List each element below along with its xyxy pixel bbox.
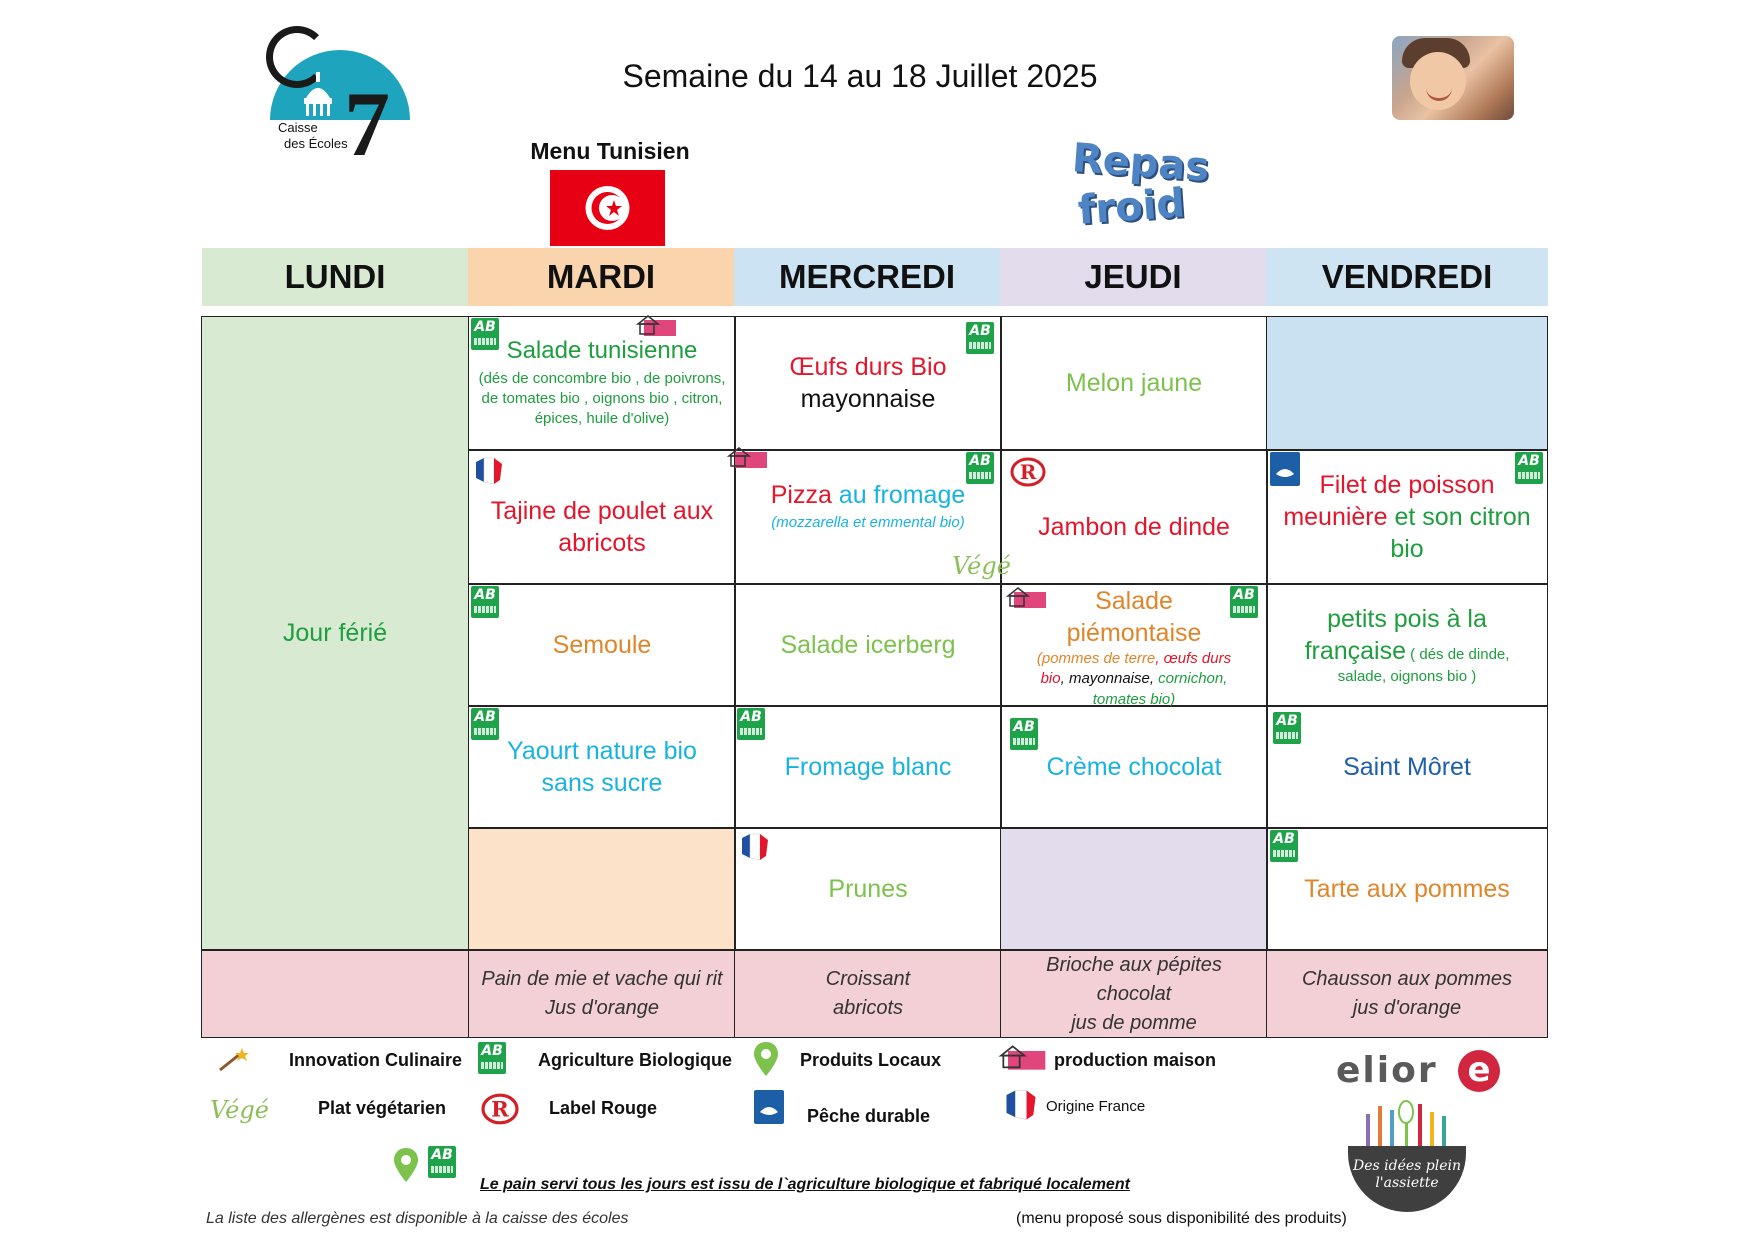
mercredi-plat-part2: au fromage bbox=[831, 480, 966, 509]
legend-origine: Origine France bbox=[1046, 1098, 1146, 1115]
gouter-jeudi-line3: jus de pomme bbox=[1071, 1011, 1197, 1034]
legend-bio: Agriculture Biologique bbox=[538, 1050, 733, 1070]
gouter-lundi-cell bbox=[201, 950, 469, 1038]
repas-froid-banner bbox=[1062, 135, 1212, 236]
child-photo bbox=[1392, 36, 1514, 120]
gouter-mercredi-line2: abricots bbox=[832, 997, 904, 1019]
mardi-laitage-line1: Yaourt nature bio bbox=[507, 737, 697, 765]
allergen-note: La liste des allergènes est disponible à la caisse des écoles bbox=[206, 1210, 629, 1227]
idees-line1: Des idées plein bbox=[1352, 1158, 1461, 1174]
jeudi-laitage-cell bbox=[1000, 706, 1268, 828]
vendredi-accompagnement-francaise: française bbox=[1304, 636, 1407, 665]
vendredi-accompagnement-line2 bbox=[1305, 635, 1510, 667]
caisse-des-ecoles-logo bbox=[258, 20, 413, 175]
jeudi-laitage: Crème chocolat bbox=[1046, 753, 1222, 781]
jeudi-details-pommes: (pommes de terre bbox=[1036, 650, 1156, 667]
lundi-holiday-cell bbox=[201, 316, 469, 950]
ab-bio-icon bbox=[966, 322, 994, 354]
ab-bio-icon bbox=[428, 1146, 456, 1178]
gouter-mardi-line1: Pain de mie et vache qui rit bbox=[481, 968, 723, 990]
gouter-vendredi-cell bbox=[1266, 950, 1548, 1038]
logo-number: 7 bbox=[344, 73, 390, 175]
vendredi-dessert: Tarte aux pommes bbox=[1304, 875, 1510, 903]
jeudi-accompagnement-line1: Salade bbox=[1095, 587, 1173, 615]
origine-france-icon bbox=[738, 832, 772, 862]
gouter-mardi-cell bbox=[468, 950, 736, 1038]
ab-bio-icon bbox=[737, 708, 765, 740]
mardi-plat-line2: abricots bbox=[558, 529, 646, 557]
tunisia-flag-icon bbox=[550, 170, 665, 246]
vendredi-plat-cell bbox=[1266, 450, 1548, 584]
legend-vege: Plat végétarien bbox=[318, 1098, 447, 1118]
vendredi-accompagnement-line3: salade, oignons bio ) bbox=[1337, 667, 1477, 685]
jeudi-entree: Melon jaune bbox=[1065, 369, 1203, 397]
ab-bio-icon bbox=[1230, 586, 1258, 618]
gouter-jeudi-line2: chocolat bbox=[1096, 982, 1172, 1005]
mercredi-entree-line1: Œufs durs Bio bbox=[789, 353, 947, 381]
mardi-entree-name: Salade tunisienne bbox=[506, 337, 698, 365]
legend-innovation: Innovation Culinaire bbox=[289, 1050, 463, 1070]
gouter-vendredi-line1: Chausson aux pommes bbox=[1301, 968, 1513, 990]
day-header-lundi: LUNDI bbox=[202, 248, 468, 306]
dome-icon bbox=[298, 72, 338, 118]
vendredi-plat-line1: Filet de poisson bbox=[1319, 471, 1495, 499]
vendredi-accompagnement-des: ( dés de dinde, bbox=[1406, 645, 1510, 663]
repas-froid-line2: froid bbox=[1076, 180, 1187, 234]
jeudi-details-tomates: tomates bio) bbox=[1092, 690, 1176, 708]
ab-bio-icon bbox=[1273, 712, 1301, 744]
peche-durable-icon bbox=[754, 1090, 784, 1124]
photo-face bbox=[1410, 52, 1466, 110]
mercredi-laitage: Fromage blanc bbox=[784, 753, 952, 781]
holiday-label: Jour férié bbox=[282, 619, 388, 647]
ab-bio-icon bbox=[966, 452, 994, 484]
repas-froid-line1: Repas bbox=[1070, 135, 1211, 191]
jeudi-details-oeufs: , œufs durs bbox=[1155, 650, 1232, 667]
location-pin-icon bbox=[392, 1146, 420, 1184]
vendredi-laitage: Saint Môret bbox=[1343, 753, 1471, 781]
jeudi-details-bio: bio bbox=[1040, 670, 1061, 688]
mardi-dessert-cell bbox=[468, 828, 736, 950]
vendredi-entree-cell bbox=[1266, 316, 1548, 450]
jeudi-entree-cell bbox=[1000, 316, 1268, 450]
vendredi-accompagnement-line1: petits pois à la bbox=[1327, 604, 1487, 633]
mardi-accompagnement-cell bbox=[468, 584, 736, 706]
legend-label-rouge: Label Rouge bbox=[549, 1098, 658, 1118]
peche-durable-icon bbox=[1270, 452, 1300, 486]
idees-text bbox=[1348, 1158, 1466, 1192]
idees-line2: l'assiette bbox=[1375, 1174, 1439, 1191]
bio-bread-note: Le pain servi tous les jours est issu de l`agriculture biologique et fabriqué localement bbox=[480, 1176, 1130, 1193]
ab-bio-icon bbox=[471, 708, 499, 740]
vege-icon: Végé bbox=[210, 1096, 269, 1124]
logo-label-ecoles: des Écoles bbox=[284, 136, 348, 151]
day-header-vendredi: VENDREDI bbox=[1266, 248, 1548, 306]
ab-bio-icon bbox=[1270, 830, 1298, 862]
mercredi-accompagnement: Salade icerberg bbox=[780, 631, 956, 659]
gouter-mercredi-cell bbox=[734, 950, 1002, 1038]
legend-maison: production maison bbox=[1054, 1050, 1216, 1070]
ab-bio-icon bbox=[471, 586, 499, 618]
jeudi-dessert-cell bbox=[1000, 828, 1268, 950]
logo-label-caisse: Caisse bbox=[278, 120, 318, 135]
vendredi-dessert-cell bbox=[1266, 828, 1548, 950]
gouter-jeudi-line1: Brioche aux pépites bbox=[1046, 953, 1222, 976]
jeudi-details-cornichon: cornichon, bbox=[1154, 670, 1228, 688]
gouter-vendredi-line2: jus d'orange bbox=[1352, 997, 1462, 1019]
production-maison-icon bbox=[1006, 586, 1046, 610]
availability-note: (menu proposé sous disponibilité des produits) bbox=[1016, 1210, 1347, 1227]
legend-locaux: Produits Locaux bbox=[800, 1050, 942, 1070]
origine-france-icon bbox=[472, 456, 506, 486]
mardi-entree-cell bbox=[468, 316, 736, 450]
des-idees-plein-assiette-logo bbox=[1348, 1100, 1466, 1212]
ab-bio-icon bbox=[471, 318, 499, 350]
ab-bio-icon bbox=[478, 1042, 506, 1074]
vendredi-plat-line2 bbox=[1283, 501, 1530, 533]
jeudi-accompagnement-line2: piémontaise bbox=[1066, 619, 1202, 647]
mercredi-entree-cell bbox=[734, 316, 1002, 450]
vendredi-laitage-cell bbox=[1266, 706, 1548, 828]
location-pin-icon bbox=[752, 1040, 780, 1078]
svg-text:R: R bbox=[491, 1097, 509, 1123]
mercredi-accompagnement-cell bbox=[734, 584, 1002, 706]
day-header-mardi: MARDI bbox=[468, 248, 734, 306]
elior-wordmark: elior bbox=[1336, 1050, 1438, 1091]
production-maison-icon bbox=[727, 446, 767, 470]
elior-logo bbox=[1336, 1050, 1506, 1092]
mardi-laitage-cell bbox=[468, 706, 736, 828]
day-header-mercredi: MERCREDI bbox=[734, 248, 1000, 306]
mercredi-dessert: Prunes bbox=[828, 875, 908, 903]
mardi-laitage-line2: sans sucre bbox=[541, 769, 663, 797]
mardi-entree-details: (dés de concombre bio , de poivrons, de tomates bio , oignons bio , citron, épices, huile d'olive) bbox=[478, 369, 726, 428]
svg-text:R: R bbox=[1019, 460, 1037, 484]
mardi-plat-line1: Tajine de poulet aux bbox=[490, 497, 714, 525]
ab-bio-icon bbox=[1010, 718, 1038, 750]
origine-france-icon bbox=[1002, 1088, 1040, 1122]
vendredi-accompagnement-cell bbox=[1266, 584, 1548, 706]
label-rouge-icon bbox=[480, 1092, 520, 1126]
jeudi-accompagnement-details-a bbox=[1037, 649, 1231, 669]
ab-bio-icon bbox=[1515, 452, 1543, 484]
mercredi-plat-name bbox=[771, 479, 966, 511]
elior-e-badge: e bbox=[1458, 1050, 1500, 1092]
mercredi-entree-line2: mayonnaise bbox=[800, 385, 936, 413]
innovation-wand-icon bbox=[216, 1046, 252, 1074]
vege-icon: Végé bbox=[952, 552, 1011, 580]
mercredi-plat-details: (mozzarella et emmental bio) bbox=[771, 513, 965, 531]
vendredi-plat-line3: bio bbox=[1390, 535, 1424, 563]
gouter-mardi-line2: Jus d'orange bbox=[545, 997, 659, 1019]
theme-label: Menu Tunisien bbox=[530, 138, 690, 164]
day-header-jeudi: JEUDI bbox=[1000, 248, 1266, 306]
jeudi-plat: Jambon de dinde bbox=[1038, 513, 1230, 541]
legend-peche: Pêche durable bbox=[807, 1106, 931, 1126]
mercredi-dessert-cell bbox=[734, 828, 1002, 950]
mercredi-plat-part1: Pizza bbox=[770, 480, 832, 509]
vendredi-plat-meuniere: meunière bbox=[1283, 503, 1388, 531]
jeudi-accompagnement-details-b bbox=[1041, 669, 1228, 689]
gouter-jeudi-cell bbox=[1000, 950, 1268, 1038]
production-maison-icon bbox=[998, 1044, 1046, 1072]
production-maison-icon bbox=[636, 314, 676, 338]
mercredi-laitage-cell bbox=[734, 706, 1002, 828]
gouter-mercredi-line1: Croissant bbox=[825, 968, 911, 990]
jeudi-details-mayo: , mayonnaise, bbox=[1060, 670, 1155, 688]
mardi-accompagnement: Semoule bbox=[552, 631, 652, 659]
week-title: Semaine du 14 au 18 Juillet 2025 bbox=[622, 58, 1098, 94]
mardi-plat-cell bbox=[468, 450, 736, 584]
label-rouge-icon bbox=[1010, 456, 1046, 488]
vendredi-plat-citron: et son citron bbox=[1387, 503, 1531, 531]
